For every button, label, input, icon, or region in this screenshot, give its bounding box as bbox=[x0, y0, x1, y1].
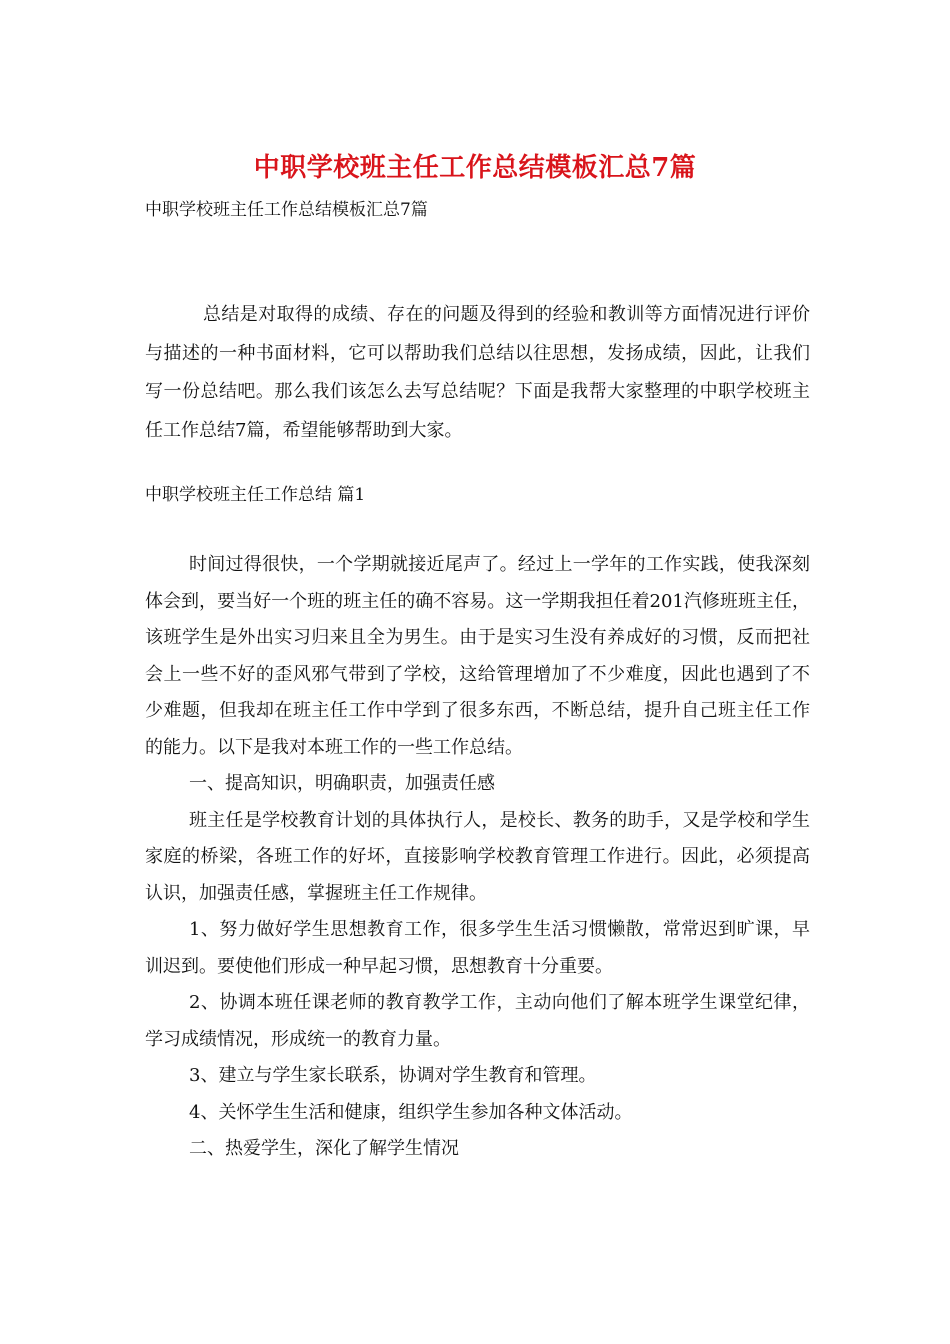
body-paragraph: 班主任是学校教育计划的具体执行人，是校长、教务的助手，又是学校和学生家庭的桥梁，各班工作的好坏，直接影响学校教育管理工作进行。因此，必须提高认识，加强责任感，掌握班主任工作规律。 bbox=[145, 809, 810, 904]
body-block bbox=[145, 547, 810, 1168]
body-heading: 二、热爱学生，深化了解学生情况 bbox=[189, 1138, 459, 1159]
intro-block bbox=[145, 296, 810, 450]
intro-paragraph: 总结是对取得的成绩、存在的问题及得到的经验和教训等方面情况进行评价与描述的一种书面材料，它可以帮助我们总结以往思想，发扬成绩，因此，让我们写一份总结吧。那么我们该怎么去写总结呢？下面是我帮大家整理的中职学校班主任工作总结7篇，希望能够帮助到大家。 bbox=[145, 304, 810, 441]
section-heading: 中职学校班主任工作总结 篇1 bbox=[145, 485, 366, 505]
document-title: 中职学校班主任工作总结模板汇总7篇 bbox=[253, 153, 697, 183]
body-list-item: 2、协调本班任课老师的教育教学工作，主动向他们了解本班学生课堂纪律，学习成绩情况，形成统一的教育力量。 bbox=[145, 992, 810, 1050]
body-paragraph: 时间过得很快，一个学期就接近尾声了。经过上一学年的工作实践，使我深刻体会到，要当好一个班的班主任的确不容易。这一学期我担任着201汽修班班主任，该班学生是外出实习归来且全为男生。由于是实习生没有养成好的习惯，反而把社会上一些不好的歪风邪气带到了学校，这给管理增加了不少难度，因此也遇到了不少难题，但我却在班主任工作中学到了很多东西，不断总结，提升自己班主任工作的能力。以下是我对本班工作的一些工作总结。 bbox=[145, 554, 810, 758]
document-subtitle: 中职学校班主任工作总结模板汇总7篇 bbox=[145, 200, 428, 220]
body-heading: 一、提高知识，明确职责，加强责任感 bbox=[189, 773, 495, 794]
body-list-item: 1、努力做好学生思想教育工作，很多学生生活习惯懒散，常常迟到旷课，早训迟到。要使他们形成一种早起习惯，思想教育十分重要。 bbox=[145, 919, 810, 977]
body-list-item: 4、关怀学生生活和健康，组织学生参加各种文体活动。 bbox=[189, 1101, 633, 1123]
body-list-item: 3、建立与学生家长联系，协调对学生教育和管理。 bbox=[189, 1065, 597, 1086]
